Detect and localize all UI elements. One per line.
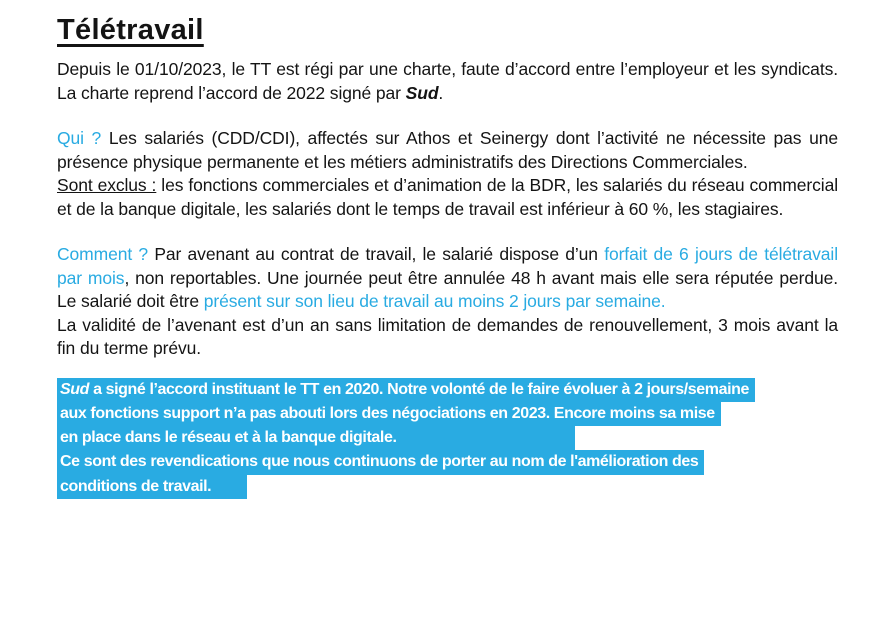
highlight-block	[57, 378, 838, 499]
comment-accent-presence: présent sur son lieu de travail au moins 2 jours par semaine.	[203, 291, 666, 311]
paragraph-comment	[57, 243, 838, 314]
comment-text-2: , non reportables. Une journée peut être annulée 48 h avant mais elle sera réputée perdue. Le salarié doit être	[57, 267, 838, 311]
exclus-text: les fonctions commerciales et d’animation de la BDR, les salariés du réseau commercial et de la banque digitale, les salariés dont le temps de travail est inférieur à 60 %, les stagiaires.	[57, 175, 838, 219]
qui-text: Les salariés (CDD/CDI), affectés sur Athos et Seinergy dont l’activité ne nécessite pas une présence physique permanente et les métiers administratifs des Directions Commerciales.	[57, 128, 838, 172]
paragraph-validite: La validité de l’avenant est d’un an sans limitation de demandes de renouvellement, 3 mois avant la fin du terme prévu.	[57, 314, 838, 358]
comment-text-1: Par avenant au contrat de travail, le salarié dispose d’un	[148, 244, 605, 264]
comment-label: Comment ?	[57, 244, 149, 264]
comment-accent-forfait: forfait de 6 jours de télétravail par mois	[57, 244, 838, 288]
paragraph-exclus	[57, 174, 838, 221]
spacer	[57, 221, 838, 243]
highlight-line-1	[57, 378, 755, 402]
page-title-text: Télétravail	[57, 14, 204, 46]
paragraph-qui	[57, 127, 838, 174]
highlight-line-4: Ce sont des revendications que nous continuons de porter au nom de l'amélioration des	[57, 450, 704, 474]
highlight-line-5: conditions de travail.	[57, 475, 247, 499]
exclus-label: Sont exclus :	[57, 175, 157, 195]
highlight-sud-italic: Sud	[60, 380, 90, 398]
highlight-line-3: en place dans le réseau et à la banque digitale.	[57, 426, 575, 450]
highlight-line-2: aux fonctions support n’a pas abouti lors des négociations en 2023. Encore moins sa mise	[57, 402, 721, 426]
sud-name: Sud	[405, 82, 439, 103]
paragraph-intro	[57, 58, 838, 105]
intro-text-end: .	[438, 82, 444, 103]
spacer	[57, 105, 838, 127]
intro-text: Depuis le 01/10/2023, le TT est régi par une charte, faute d’accord entre l’employeur et les syndicats. La charte reprend l’accord de 2022 signé par	[57, 59, 838, 103]
highlight-line-1-text: a signé l’accord instituant le TT en 2020. Notre volonté de le faire évoluer à 2 jours/semaine	[89, 380, 750, 398]
qui-label: Qui ?	[57, 128, 109, 148]
page-title	[57, 13, 838, 47]
